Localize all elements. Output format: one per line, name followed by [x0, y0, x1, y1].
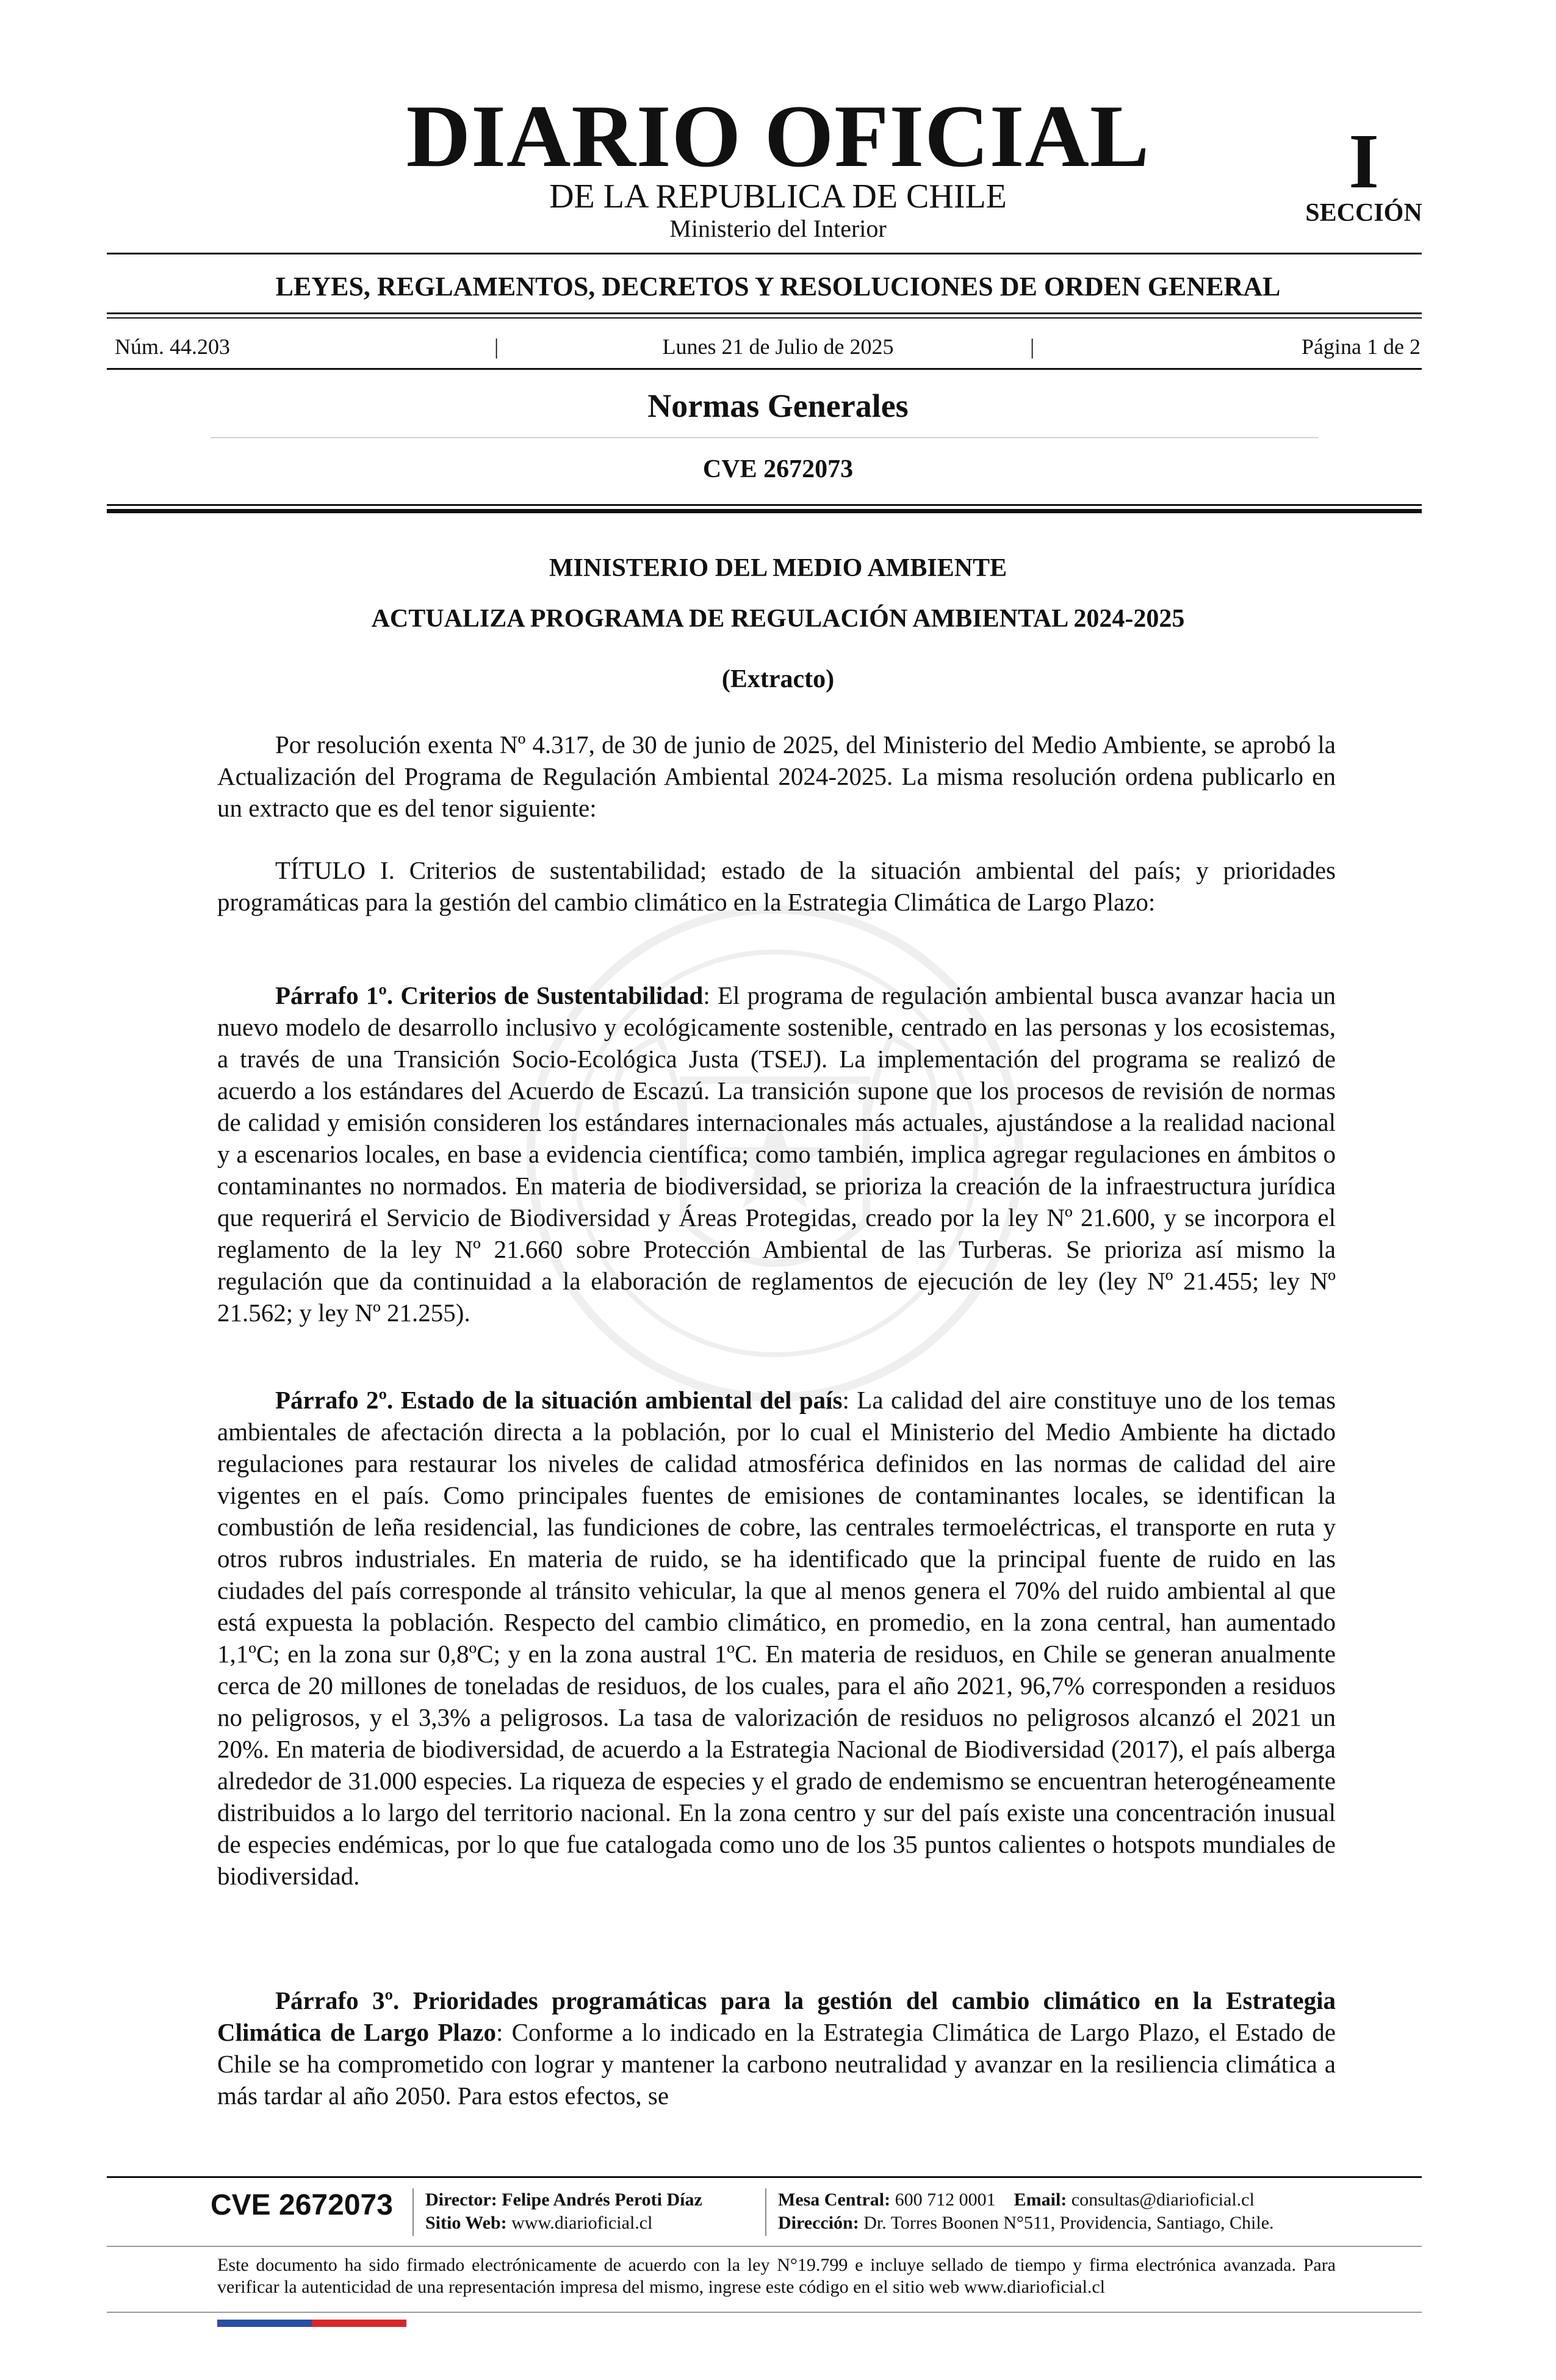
website-link[interactable]: www.diarioficial.cl	[511, 2213, 653, 2233]
address-label: Dirección:	[778, 2213, 859, 2233]
footer-director-block	[425, 2188, 702, 2235]
issue-separator: |	[494, 334, 499, 359]
titulo-text: TÍTULO I. Criterios de sustentabilidad; estado de la situación ambiental del país; y prioridades programáticas para la gestión del cambio climático en la Estrategia Climática de Largo Plazo:	[217, 856, 1336, 916]
document-title: ACTUALIZA PROGRAMA DE REGULACIÓN AMBIENTAL 2024-2025	[371, 605, 1185, 633]
normas-divider	[211, 437, 1318, 438]
footer-cve-code: CVE 2672073	[211, 2189, 393, 2221]
paragraph-2	[217, 1384, 1336, 1892]
paragraph-2-text: : La calidad del aire constituye uno de los temas ambientales de afectación directa a la población, por lo cual el Ministerio del Medio Ambiente ha dictado regulaciones para restaurar los niveles de calidad atmosférica definidos en las normas de calidad del aire vigentes en el país. Como principales fuentes de emisiones de contaminantes locales, se identifican la combustión de leña residencial, las fundiciones de cobre, las centrales termoeléctricas, el transporte en ruta y otros rubros industriales. En materia de ruido, se ha identificado que la principal fuente de ruido en las ciudades del país corresponde al tránsito vehicular, la que al menos genera el 70% del ruido ambiental al que está expuesta la población. Respecto del cambio climático, en promedio, en la zona central, han aumentado 1,1ºC; en la zona sur 0,8ºC; y en la zona austral 1ºC. En materia de residuos, en Chile se generan anualmente cerca de 20 millones de toneladas de residuos, de los cuales, para el año 2021, 96,7% corresponden a residuos no peligrosos, y el 3,3% a peligrosos. La tasa de valorización de residuos no peligrosos alcanzó el 2021 un 20%. En materia de biodiversidad, de acuerdo a la Estrategia Nacional de Biodiversidad (2017), el país alberga alrededor de 31.000 especies. La riqueza de especies y el grado de endemismo se encuentran heterogéneamente distribuidos a lo largo del territorio nacional. En la zona centro y sur del país existe una concentración inusual de especies endémicas, por lo que fue catalogada como uno de los 35 puntos calientes o hotspots mundiales de biodiversidad.	[217, 1386, 1336, 1890]
extract-label: (Extracto)	[721, 665, 835, 693]
issue-date: Lunes 21 de Julio de 2025	[662, 334, 894, 359]
page-indicator: Página 1 de 2	[1302, 334, 1421, 359]
cve-code: CVE 2672073	[702, 455, 854, 483]
mesa-phone: 600 712 0001	[895, 2190, 996, 2210]
titulo-paragraph	[217, 854, 1336, 918]
section-number: I	[1349, 118, 1379, 204]
footer-note-rule	[107, 2246, 1422, 2247]
issue-separator: |	[1030, 334, 1035, 359]
paragraph-1	[217, 979, 1336, 1329]
footer-divider	[412, 2188, 414, 2236]
header-rule-thick	[107, 509, 1422, 513]
paragraph-2-heading: Párrafo 2º. Estado de la situación ambiental del país	[275, 1386, 843, 1414]
masthead-ministry: Ministerio del Interior	[669, 215, 887, 242]
footer-contact-block	[778, 2188, 1274, 2235]
email-label: Email:	[1014, 2190, 1067, 2210]
paragraph-3-text: : Conforme a lo indicado en la Estrategia Climática de Largo Plazo, el Estado de Chile se ha comprometido con lograr y mantener la carbono neutralidad y avanzar en la resiliencia climática a más tardar al año 2050. Para estos efectos, se	[217, 2018, 1336, 2110]
category-rule-top	[107, 312, 1422, 314]
intro-paragraph	[217, 729, 1336, 824]
category-heading: LEYES, REGLAMENTOS, DECRETOS Y RESOLUCIONES DE ORDEN GENERAL	[275, 272, 1281, 301]
footer-rule	[107, 2176, 1422, 2178]
header-rule-top	[107, 504, 1422, 506]
paragraph-1-heading: Párrafo 1º. Criterios de Sustentabilidad	[275, 981, 704, 1009]
masthead-title: DIARIO OFICIAL	[406, 87, 1150, 186]
paragraph-3-heading: Párrafo 3º. Prioridades programáticas para la gestión del cambio climático en la Estrategia Climática de Largo Plazo	[217, 1986, 1336, 2046]
director-label: Director:	[425, 2190, 497, 2210]
mesa-label: Mesa Central:	[778, 2190, 891, 2210]
intro-text: Por resolución exenta Nº 4.317, de 30 de junio de 2025, del Ministerio del Medio Ambiente, se aprobó la Actualización del Programa de Regulación Ambiental 2024-2025. La misma resolución ordena publicarlo en un extracto que es del tenor siguiente:	[217, 730, 1336, 822]
footer-divider	[765, 2188, 766, 2236]
masthead-rule	[107, 253, 1422, 254]
website-label: Sitio Web:	[425, 2213, 507, 2233]
email-link[interactable]: consultas@diarioficial.cl	[1071, 2190, 1255, 2210]
paragraph-3	[217, 1985, 1336, 2111]
flag-stripe-blue	[217, 2320, 312, 2327]
ministry-heading: MINISTERIO DEL MEDIO AMBIENTE	[549, 554, 1007, 582]
flag-stripe-red	[312, 2320, 406, 2327]
director-name: Felipe Andrés Peroti Díaz	[502, 2190, 702, 2210]
section-label: SECCIÓN	[1305, 199, 1422, 227]
address-text: Dr. Torres Boonen N°511, Providencia, Santiago, Chile.	[863, 2213, 1274, 2233]
issue-number: Núm. 44.203	[115, 334, 230, 359]
infobar-rule	[107, 368, 1422, 370]
category-rule-bottom	[107, 317, 1422, 319]
section-heading: Normas Generales	[647, 388, 909, 424]
masthead-subtitle: DE LA REPUBLICA DE CHILE	[549, 178, 1007, 215]
paragraph-1-text: : El programa de regulación ambiental busca avanzar hacia un nuevo modelo de desarrollo inclusivo y ecológicamente sostenible, centrado en las personas y los ecosistemas, a través de una Transición Socio-Ecológica Justa (TSEJ). La implementación del programa se realizó de acuerdo a los estándares del Acuerdo de Escazú. La transición supone que los procesos de revisión de normas de calidad y emisión consideren los estándares internacionales más actuales, ajustándose a la realidad nacional y a escenarios locales, en base a evidencia científica; como también, implica agregar regulaciones en ámbitos o contaminantes no normados. En materia de biodiversidad, se prioriza la creación de la infraestructura jurídica que requerirá el Servicio de Biodiversidad y Áreas Protegidas, creado por la ley Nº 21.600, y se incorpora el reglamento de la ley Nº 21.660 sobre Protección Ambiental de las Turberas. Se prioriza así mismo la regulación que da continuidad a la elaboración de reglamentos de ejecución de ley (ley Nº 21.455; ley Nº 21.562; y ley Nº 21.255).	[217, 981, 1336, 1327]
footer-bottom-rule	[107, 2312, 1422, 2313]
signature-note: Este documento ha sido firmado electrónicamente de acuerdo con la ley N°19.799 e incluye sellado de tiempo y firma electrónica avanzada. Para verificar la autenticidad de una representación impresa del mismo, ingrese este código en el sitio web www.diarioficial.cl	[217, 2255, 1336, 2297]
